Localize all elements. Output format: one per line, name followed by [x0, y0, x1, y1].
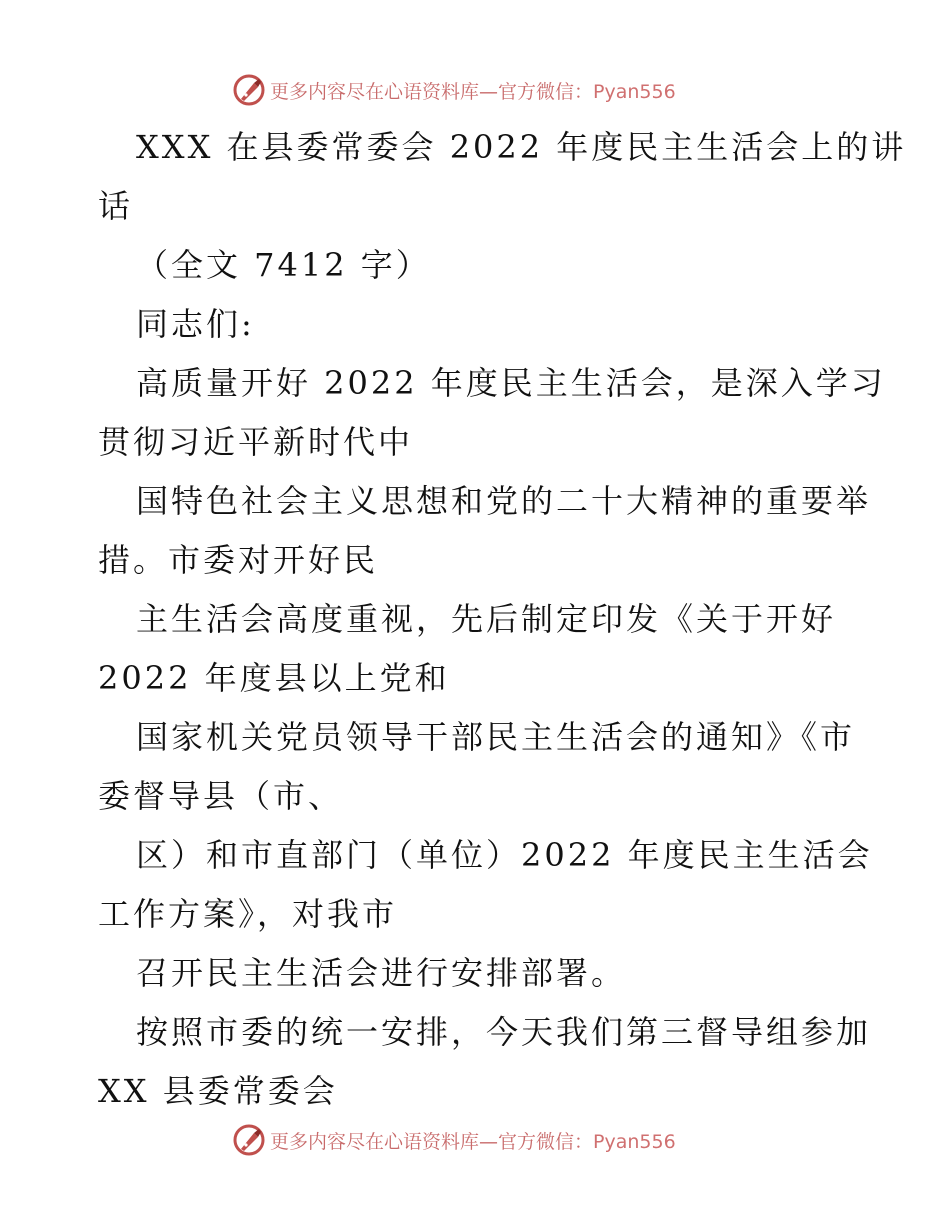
- fountain-pen-logo-icon: [232, 73, 266, 107]
- text-line: 国家机关党员领导干部民主生活会的通知》《市: [136, 718, 856, 756]
- text-line: 按照市委的统一安排，今天我们第三督导组参加: [136, 1013, 872, 1051]
- watermark-text: [270, 77, 676, 104]
- text-line: 国特色社会主义思想和党的二十大精神的重要举: [136, 482, 872, 520]
- text-line: 高质量开好 2022 年度民主生活会，是深入学习: [136, 364, 886, 402]
- text-line: 工作方案》，对我市: [98, 895, 398, 933]
- document-body: [98, 118, 907, 1121]
- text-line: 同志们:: [136, 305, 255, 343]
- text-line: 贯彻习近平新时代中: [98, 423, 414, 461]
- text-line: 2022 年度县以上党和: [98, 659, 450, 697]
- watermark-slogan: 更多内容尽在心语资料库—官方微信：: [270, 80, 594, 103]
- text-line: 召开民主生活会进行安排部署。: [136, 954, 627, 992]
- watermark-wechat-id: Pyan556: [593, 80, 676, 103]
- header-watermark: [232, 70, 752, 110]
- text-line: 区）和市直部门（单位）2022 年度民主生活会: [136, 836, 873, 874]
- text-line: 措。市委对开好民: [98, 541, 379, 579]
- text-line: 主生活会高度重视，先后制定印发《关于开好: [136, 600, 837, 638]
- watermark-wechat-id: Pyan556: [593, 1130, 676, 1153]
- text-line: XX 县委常委会: [98, 1072, 338, 1110]
- text-line: （全文 7412 字）: [136, 246, 431, 284]
- watermark-slogan: 更多内容尽在心语资料库—官方微信：: [270, 1130, 594, 1153]
- fountain-pen-logo-icon: [232, 1123, 266, 1157]
- footer-watermark: [232, 1120, 752, 1160]
- text-line: XXX 在县委常委会 2022 年度民主生活会上的讲: [136, 128, 907, 166]
- text-line: 话: [98, 187, 134, 225]
- text-line: 委督导县（市、: [98, 777, 344, 815]
- watermark-text: [270, 1127, 676, 1154]
